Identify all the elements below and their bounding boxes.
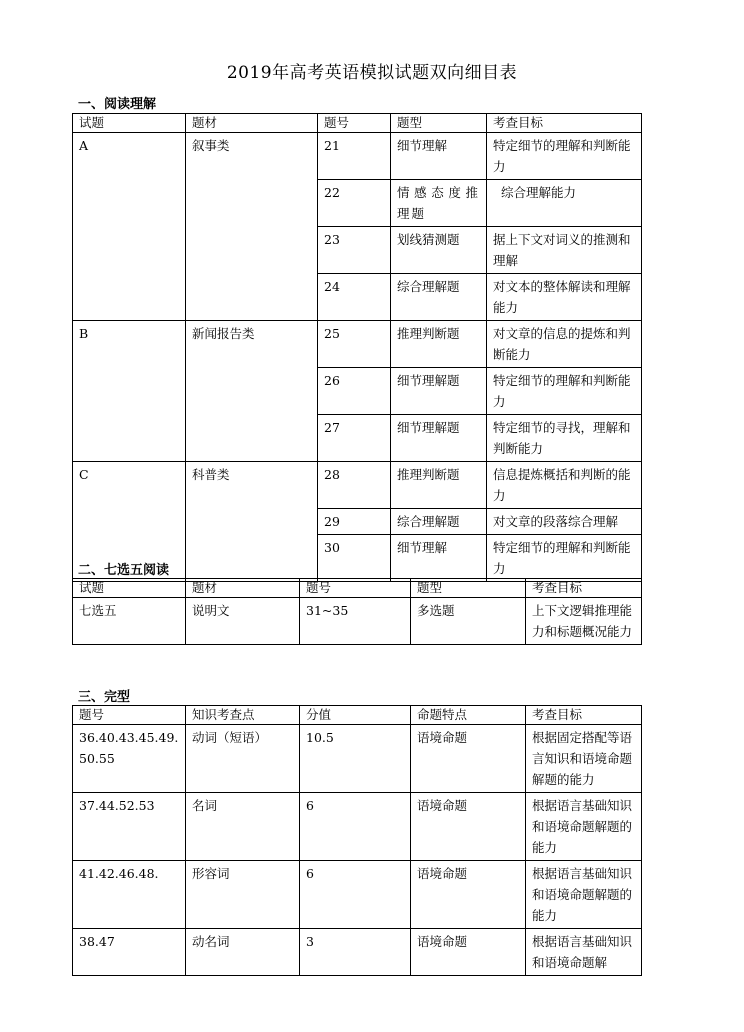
goal-cell: 综合理解能力: [487, 180, 642, 227]
goal-cell: 根据语言基础知识和语境命题解题的能力: [526, 861, 642, 929]
genre-cell: 说明文: [186, 598, 300, 645]
goal-cell: 对文章的段落综合理解: [487, 509, 642, 535]
genre-cell: 新闻报告类: [186, 321, 318, 462]
passage-cell: B: [73, 321, 186, 462]
type-cell: 综合理解题: [391, 509, 487, 535]
goal-cell: 特定细节的理解和判断能力: [487, 133, 642, 180]
type-cell: 推理判断题: [391, 321, 487, 368]
feature-cell: 语境命题: [411, 929, 526, 976]
feature-cell: 语境命题: [411, 793, 526, 861]
goal-cell: 特定细节的理解和判断能力: [487, 368, 642, 415]
header-cell: 考查目标: [526, 706, 642, 725]
score-cell: 6: [300, 793, 411, 861]
table-row: [73, 861, 642, 929]
header-cell: 考查目标: [487, 114, 642, 133]
number-cell: 36.40.43.45.49.50.55: [73, 725, 186, 793]
header-cell: 分值: [300, 706, 411, 725]
type-cell: 综合理解题: [391, 274, 487, 321]
number-cell: 37.44.52.53: [73, 793, 186, 861]
type-cell: 情感态度推理题: [391, 180, 487, 227]
goal-cell: 信息提炼概括和判断的能力: [487, 462, 642, 509]
number-cell: 28: [318, 462, 391, 509]
number-cell: 24: [318, 274, 391, 321]
seven-choose-five-table: [72, 578, 642, 645]
feature-cell: 语境命题: [411, 861, 526, 929]
feature-cell: 语境命题: [411, 725, 526, 793]
number-cell: 31~35: [300, 598, 411, 645]
page-title: 2019年高考英语模拟试题双向细目表: [226, 63, 518, 83]
header-cell: 考查目标: [526, 579, 642, 598]
passage-cell: 七选五: [73, 598, 186, 645]
number-cell: 21: [318, 133, 391, 180]
number-cell: 29: [318, 509, 391, 535]
cloze-table: [72, 705, 642, 976]
goal-cell: 对文章的信息的提炼和判断能力: [487, 321, 642, 368]
type-cell: 推理判断题: [391, 462, 487, 509]
passage-cell: A: [73, 133, 186, 321]
type-cell: 划线猜测题: [391, 227, 487, 274]
score-cell: 3: [300, 929, 411, 976]
table-row: [73, 462, 642, 509]
type-cell: 细节理解题: [391, 368, 487, 415]
type-cell: 细节理解: [391, 133, 487, 180]
header-cell: 题材: [186, 114, 318, 133]
table-row: [73, 929, 642, 976]
point-cell: 动名词: [186, 929, 300, 976]
point-cell: 名词: [186, 793, 300, 861]
header-cell: 命题特点: [411, 706, 526, 725]
number-cell: 27: [318, 415, 391, 462]
header-cell: 题号: [318, 114, 391, 133]
number-cell: 26: [318, 368, 391, 415]
reading-table: [72, 113, 642, 582]
table-row: [73, 725, 642, 793]
score-cell: 6: [300, 861, 411, 929]
section-heading-reading: 一、阅读理解: [78, 97, 157, 112]
table-header-row: [73, 579, 642, 598]
header-cell: 题型: [391, 114, 487, 133]
goal-cell: 据上下文对词义的推测和理解: [487, 227, 642, 274]
type-cell: 多选题: [411, 598, 526, 645]
table-row: [73, 793, 642, 861]
table-row: [73, 133, 642, 180]
goal-cell: 根据语言基础知识和语境命题解题的能力: [526, 793, 642, 861]
passage-cell: C: [73, 462, 186, 582]
score-cell: 10.5: [300, 725, 411, 793]
table-row: [73, 598, 642, 645]
number-cell: 22: [318, 180, 391, 227]
section-heading-cloze: 三、完型: [78, 690, 131, 705]
number-cell: 38.47: [73, 929, 186, 976]
type-cell: 细节理解: [391, 535, 487, 582]
genre-cell: 叙事类: [186, 133, 318, 321]
header-cell: 题材: [186, 579, 300, 598]
number-cell: 25: [318, 321, 391, 368]
genre-cell: 科普类: [186, 462, 318, 582]
type-cell: 细节理解题: [391, 415, 487, 462]
number-cell: 23: [318, 227, 391, 274]
point-cell: 动词（短语）: [186, 725, 300, 793]
goal-cell: 特定细节的理解和判断能力: [487, 535, 642, 582]
header-cell: 试题: [73, 579, 186, 598]
header-cell: 知识考查点: [186, 706, 300, 725]
table-row: [73, 321, 642, 368]
table-header-row: [73, 706, 642, 725]
goal-cell: 特定细节的寻找，理解和判断能力: [487, 415, 642, 462]
section-heading-seven-choose-five: 二、七选五阅读: [78, 563, 170, 578]
goal-cell: 根据语言基础知识和语境命题解: [526, 929, 642, 976]
point-cell: 形容词: [186, 861, 300, 929]
header-cell: 题号: [300, 579, 411, 598]
header-cell: 试题: [73, 114, 186, 133]
goal-cell: 上下文逻辑推理能力和标题概况能力: [526, 598, 642, 645]
header-cell: 题型: [411, 579, 526, 598]
table-header-row: [73, 114, 642, 133]
goal-cell: 对文本的整体解读和理解能力: [487, 274, 642, 321]
number-cell: 30: [318, 535, 391, 582]
goal-cell: 根据固定搭配等语言知识和语境命题解题的能力: [526, 725, 642, 793]
number-cell: 41.42.46.48.: [73, 861, 186, 929]
header-cell: 题号: [73, 706, 186, 725]
